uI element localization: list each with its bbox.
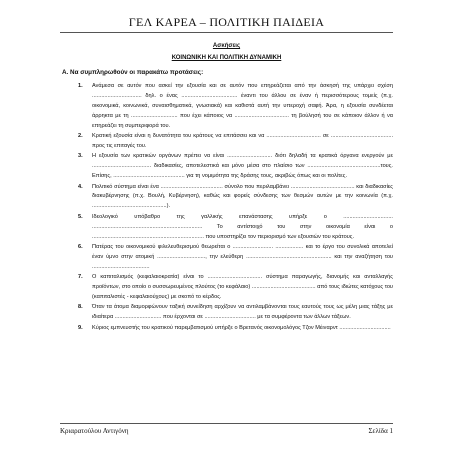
item-text: Ιδεολογικό υπόβαθρο της γαλλικής επανάστασης υπήρξε ο ................................ ....................................................................... Το αντίστοιχό του στην οικονομία είναι ο ........................................................................ που υποστηρίζει τον περιορισμό των εξουσιών του κράτους. [92, 213, 393, 240]
exercise-item [78, 82, 393, 132]
topic-title: ΚΟΙΝΩΝΙΚΗ ΚΑΙ ΠΟΛΙΤΙΚΗ ΔΥΝΑΜΙΚΗ [171, 55, 282, 61]
item-number: 2. [78, 133, 83, 140]
exercise-list [78, 82, 393, 334]
exercise-item [78, 183, 393, 213]
exercise-item [78, 243, 393, 273]
exercise-item [78, 132, 393, 152]
item-text: Πατέρας του οικονομικού φιλελευθερισμού θεωρείται ο .......................... .................. και το έργο του συνολικά αποτελεί έναν ύμνο στην ατομική ..............................., την ελεύθερη ....................................................... και την αναζήτηση του ..................................... [92, 244, 393, 270]
item-number: 1. [78, 83, 83, 89]
footer-author: Κριαρατούλου Αντιγόνη [60, 427, 129, 435]
item-text: Η εξουσία των κρατικών οργάνων πρέπει να είναι ............................. διότι δηλαδή τα κρατικά όργανα ενεργούν με ...................................... διαδικασίες, αποτελεστικά και μόνο μέσα στο πλαίσιο των ...............................................τους. Επίσης, .............................................. για τη νομιμότητα της δράσης τους, ακριβώς όπως και οι πολίτες. [92, 153, 393, 180]
item-text: Ανάμεσα σε αυτόν που ασκεί την εξουσία και σε αυτόν που επηρεάζεται από την άσκησή της υπάρχει σχέση ................................ δηλ. ο ένας .................................... έναντι του άλλου σε έναν ή περισσότερους τομείς (π.χ. οικονομικά, κοινωνικά, συναισθηματικά, γνωσιακά) και καθιστά αυτή την υπεροχή σαφή. Άρα, η εξουσία συνδέεται άρρηκτα με τη .............................. που έχει κάποιος να ................................... τη βούλησή του σε κάποιον άλλον ή να επηρεάζει τη συμπεριφορά του. [92, 83, 393, 129]
section-heading: Α. Να συμπληρωθούν οι παρακάτω προτάσεις: [62, 69, 204, 76]
exercise-item [78, 303, 393, 323]
exercise-item [78, 273, 393, 303]
exercise-item [78, 152, 393, 182]
header-divider [60, 32, 393, 33]
item-number: 9. [78, 324, 83, 331]
item-text: Πολιτικό σύστημα είναι ένα ........................................ σύνολο που περιλαμβάνει ......................................... και διαδικασίες διακυβέρνησης (π.χ. Βουλή, Κυβέρνηση), καθώς και φορείς σύνδεσης των θεσμών αυτών με την κοινωνία (π.χ. ................................................). [92, 183, 393, 210]
item-text: Κύριος εμπνευστής του κρατικού παρεμβατισμού υπήρξε ο Βρετανός οικονομολόγος Τζον Μέιναρντ ................................. [92, 324, 391, 331]
exercises-subtitle: Ασκήσεις [212, 43, 241, 49]
item-text: Όταν τα άτομα διαμορφώνουν ταξική συνείδηση αρχίζουν να αντιλαμβάνονται τους εαυτούς τους ως μέλη μιας τάξης με ιδιαίτερα .............................. που έρχονται σε ................................. με τα συμφέροντα των άλλων τάξεων. [92, 304, 393, 321]
item-number: 6. [78, 244, 83, 250]
item-number: 3. [78, 153, 83, 160]
item-number: 5. [78, 213, 83, 220]
exercise-item [78, 324, 393, 334]
item-text: Ο καπιταλισμός (κεφαλαιοκρατία) είναι το ................................... σύστημα παραγωγής, διανομής και ανταλλαγής προϊόντων, στο οποίο ο συσσωρευμένος πλούτος (το κεφάλαιο) ......................................... από τους ιδιώτες κατόχους του (καπιταλιστές - κεφαλαιούχους) με σκοπό το κέρδος. [92, 274, 393, 301]
footer-divider [60, 423, 393, 424]
item-number: 8. [78, 304, 83, 311]
footer-page-number: Σελίδα 1 [368, 427, 393, 435]
item-number: 7. [78, 274, 83, 281]
item-number: 4. [78, 183, 83, 190]
page-header-title: ΓΕΛ ΚΑΡΕΑ – ΠΟΛΙΤΙΚΗ ΠΑΙΔΕΙΑ [128, 15, 325, 29]
item-text: Κρατική εξουσία είναι η δυνατότητα του κράτους να επιτάσσει και να ................................... σε ........................................ προς τις επιταγές του. [92, 133, 393, 149]
exercise-item [78, 213, 393, 243]
